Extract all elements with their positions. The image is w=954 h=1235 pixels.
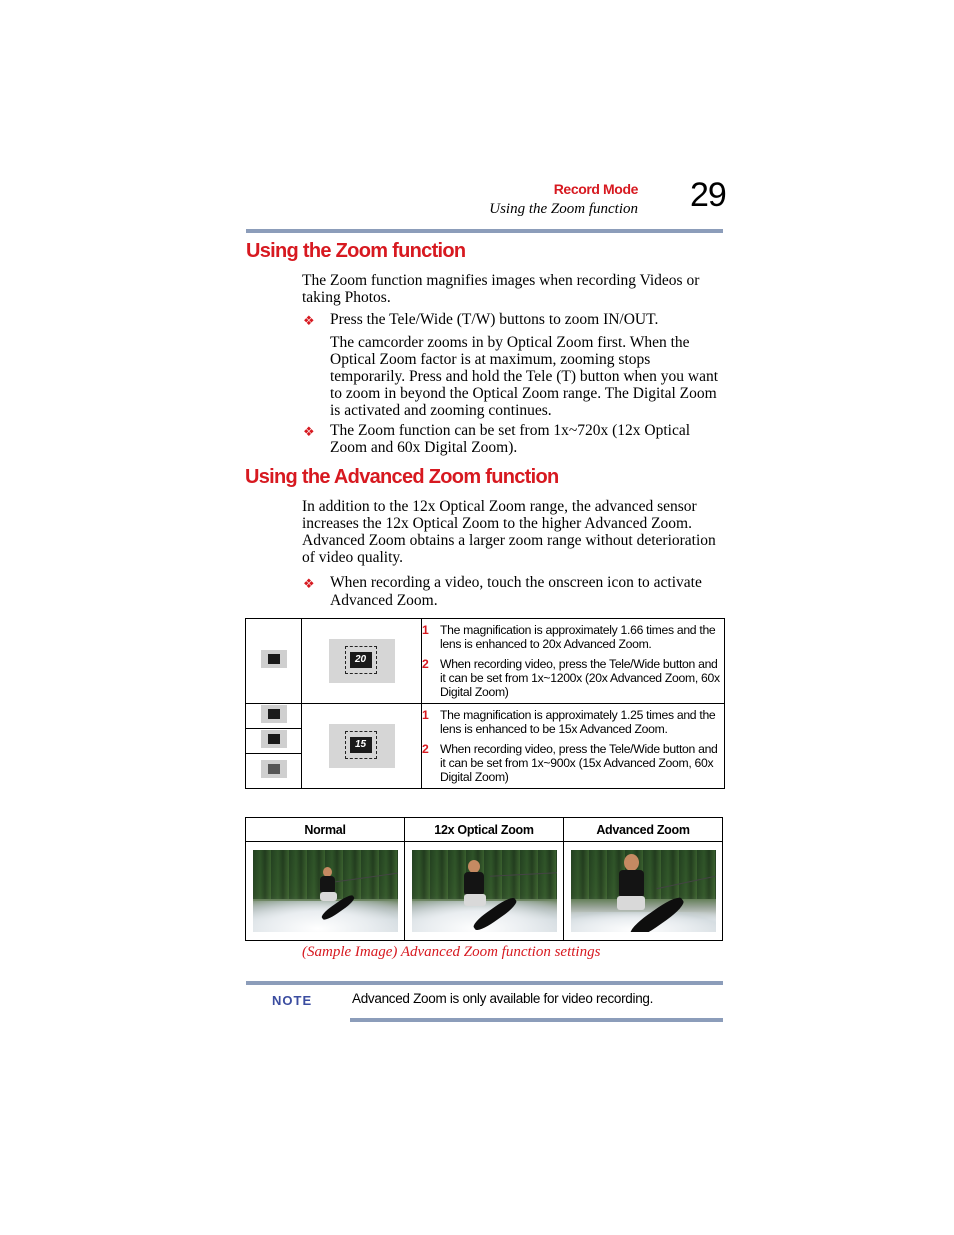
mode-icon-cell — [246, 619, 302, 704]
description-text: When recording video, press the Tele/Wide button and it can be set from 1x~900x (15x Advanced Zoom, 60x Digital Zoom) — [440, 742, 718, 784]
zoom-bullet-1: Press the Tele/Wide (T/W) buttons to zoom IN/OUT. — [330, 311, 659, 328]
header-rule — [246, 229, 723, 233]
zoom-bullet-1-detail: The camcorder zooms in by Optical Zoom first. When the Optical Zoom factor is at maximum, zooming stops temporarily. Press and hold the Tele (T) button when you want to zoom in beyond the Optical Zoom range. The Digital Zoom is activated and zooming continues. — [330, 334, 719, 419]
photo-cell — [564, 842, 723, 941]
list-item: 2 When recording video, press the Tele/Wide button and it can be set from 1x~1200x (20x Advanced Zoom, 60x Digital Zoom) — [422, 657, 724, 699]
camera-mode-icon — [261, 650, 287, 668]
zoom-icon-cell — [302, 619, 422, 704]
figure-caption: (Sample Image) Advanced Zoom function settings — [302, 944, 601, 960]
description-text: The magnification is approximately 1.66 times and the lens is enhanced to 20x Advanced Zoom. — [440, 623, 716, 651]
zoom-heading: Using the Zoom function — [246, 240, 466, 262]
table-row — [246, 842, 723, 941]
list-item: 1 The magnification is approximately 1.66 times and the lens is enhanced to 20x Advanced Zoom. — [422, 623, 724, 651]
column-header-advanced: Advanced Zoom — [564, 818, 723, 842]
note-top-rule — [246, 981, 723, 985]
sample-photo-advanced-zoom — [571, 850, 716, 932]
mode-icon-cell — [246, 754, 302, 789]
description-text: The magnification is approximately 1.25 times and the lens is enhanced to be 15x Advanced Zoom. — [440, 708, 716, 736]
description-cell — [422, 619, 725, 704]
table-row — [246, 704, 725, 729]
bullet-icon: ❖ — [303, 313, 315, 328]
sample-photo-optical-zoom — [412, 850, 557, 932]
mode-icon-cell — [246, 704, 302, 729]
description-cell — [422, 704, 725, 789]
photo-cell — [246, 842, 405, 941]
camera-mode-icon — [261, 705, 287, 723]
advanced-bullet-1: When recording a video, touch the onscreen icon to activate Advanced Zoom. — [330, 574, 702, 609]
table-header-row — [246, 818, 723, 842]
column-header-optical: 12x Optical Zoom — [405, 818, 564, 842]
page-number: 29 — [690, 176, 726, 214]
description-text: When recording video, press the Tele/Wide button and it can be set from 1x~1200x (20x Advanced Zoom, 60x Digital Zoom) — [440, 657, 720, 699]
advanced-zoom-settings-table — [245, 618, 725, 789]
photo-cell — [405, 842, 564, 941]
bullet-icon: ❖ — [303, 424, 315, 439]
zoom-bullet-2: The Zoom function can be set from 1x~720x (12x Optical Zoom and 60x Digital Zoom). — [330, 422, 691, 456]
bullet-icon: ❖ — [303, 576, 315, 591]
zoom-icon-cell — [302, 704, 422, 789]
list-item: 2 When recording video, press the Tele/Wide button and it can be set from 1x~900x (15x Advanced Zoom, 60x Digital Zoom) — [422, 742, 724, 784]
table-row — [246, 619, 725, 704]
note-bottom-rule — [350, 1018, 723, 1022]
camera-mode-icon — [261, 730, 287, 748]
zoom-intro: The Zoom function magnifies images when recording Videos or taking Photos. — [302, 272, 700, 306]
header-subsection-title: Using the Zoom function — [489, 201, 638, 217]
advanced-heading: Using the Advanced Zoom function — [245, 466, 559, 488]
column-header-normal: Normal — [246, 818, 405, 842]
header-section-title: Record Mode — [553, 181, 638, 197]
advanced-zoom-15x-icon[interactable]: 15 — [329, 724, 395, 768]
note-label: NOTE — [272, 993, 313, 1008]
camera-mode-icon — [261, 760, 287, 778]
zoom-comparison-table — [245, 817, 723, 941]
mode-icon-cell — [246, 729, 302, 754]
advanced-zoom-20x-icon[interactable]: 20 — [329, 639, 395, 683]
list-item: 1 The magnification is approximately 1.25 times and the lens is enhanced to be 15x Advanced Zoom. — [422, 708, 724, 736]
sample-photo-normal — [253, 850, 398, 932]
note-text: Advanced Zoom is only available for video recording. — [352, 991, 654, 1006]
advanced-intro: In addition to the 12x Optical Zoom range, the advanced sensor increases the 12x Optical Zoom to the higher Advanced Zoom. Advanced Zoom obtains a larger zoom range without deterioration of video quality. — [302, 498, 716, 566]
